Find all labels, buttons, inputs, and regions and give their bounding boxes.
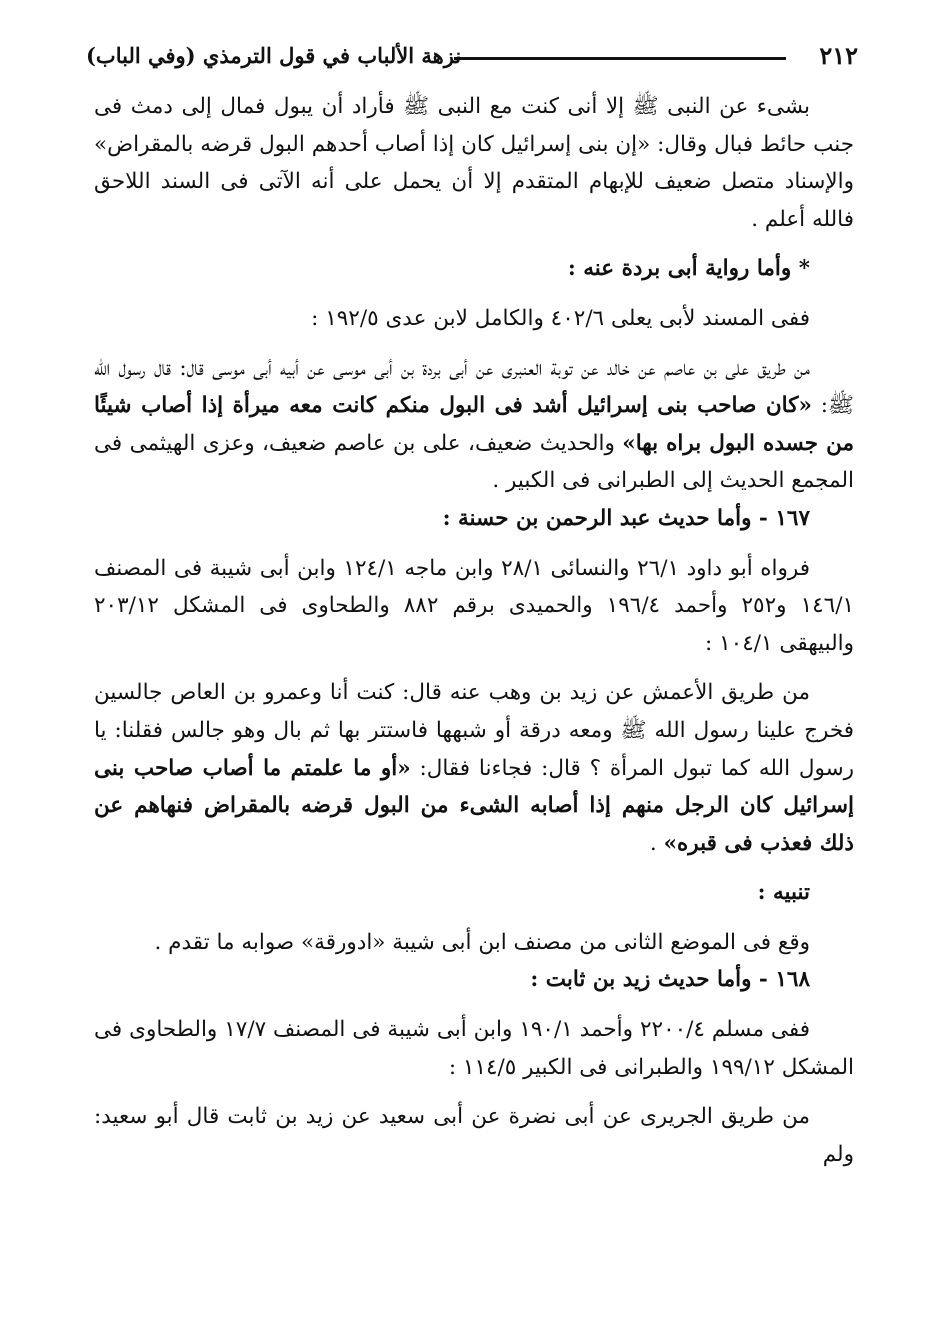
paragraph-text: فرواه أبو داود ٢٦/١ والنسائى ٢٨/١ وابن ماجه ١٢٤/١ وابن أبى شيبة فى المصنف ١٤٦/١ و٢٥٢ وأحمد ١٩٦/٤ والحميدى برقم ٨٨٢ والطحاوى فى المشكل ٢٠٣/١٢ والبيهقى ١٠٤/١ : xyxy=(94,555,854,656)
paragraph-isnad-jurayri xyxy=(94,1098,854,1173)
heading-text: ١٦٧ - وأما حديث عبد الرحمن بن حسنة : xyxy=(442,505,810,531)
paragraph-continuation xyxy=(94,88,854,238)
paragraph-text: وقع فى الموضع الثانى من مصنف ابن أبى شيبة «ادورقة» صوابه ما تقدم . xyxy=(154,929,810,955)
note-heading xyxy=(94,874,854,912)
paragraph-text: والحديث ضعيف، على بن عاصم ضعيف، وعزى الهيثمى فى المجمع الحديث إلى الطبرانى فى الكبير . xyxy=(94,430,854,494)
heading-text: تنبيه : xyxy=(757,880,810,906)
hadith-text: «كان صاحب بنى إسرائيل أشد فى البول منكم كانت معه ميرأة إذا أصاب شيئًا من جسده البول براه بها» xyxy=(94,393,854,456)
header-rule xyxy=(454,57,786,60)
paragraph-note xyxy=(94,924,854,962)
paragraph-sources-167 xyxy=(94,550,854,663)
hadith-text: «أو ما علمتم ما أصاب صاحب بنى إسرائيل كان الرجل منهم إذا أصابه الشىء من البول قرضه بالمقراض فنهاهم عن ذلك فعذب فى قبره» xyxy=(94,755,854,856)
page-header xyxy=(86,38,864,74)
paragraph-text: من طريق على بن عاصم عن خالد عن توبة العنبرى عن أبى بردة بن أبى موسى عن أبيه أبى موسى قال: قال رسول الله ﷺ: xyxy=(94,355,854,419)
paragraph-text: من طريق الجريرى عن أبى نضرة عن أبى سعيد عن زيد بن ثابت قال أبو سعيد: ولم xyxy=(94,1104,854,1167)
paragraph-text: . xyxy=(649,830,664,856)
paragraph-text: بشىء عن النبى ﷺ إلا أنى كنت مع النبى ﷺ فأراد أن يبول فمال إلى دمث فى جنب حائط فبال وقال: «إن بنى إسرائيل كان إذا أصاب أحدهم البول قرضه بالمقراض» والإسناد متصل ضعيف للإبهام المتقدم إلا أن يحمل على أنه الآتى فى السند اللاحق فالله أعلم . xyxy=(94,94,854,232)
running-title: نزهة الألباب في قول الترمذي (وفي الباب) xyxy=(86,43,462,68)
section-heading-abu-burda xyxy=(94,250,854,288)
heading-text: * وأما رواية أبى بردة عنه : xyxy=(567,256,810,282)
paragraph-isnad-amash xyxy=(94,674,854,862)
page-body xyxy=(94,88,854,1173)
paragraph-text: ففى المسند لأبى يعلى ٤٠٢/٦ والكامل لابن عدى ١٩٢/٥ : xyxy=(311,305,810,331)
paragraph-sources-abu-burda xyxy=(94,300,854,338)
paragraph-isnad-abu-musa xyxy=(94,350,854,500)
section-heading-168 xyxy=(94,961,854,999)
page-number: ٢١٢ xyxy=(819,41,858,70)
paragraph-text: من طريق الأعمش عن زيد بن وهب عنه قال: كنت أنا وعمرو بن العاص جالسين فخرج علينا رسول الله ﷺ ومعه درقة أو شبهها فاستتر بها ثم بال وهو جالس فقلنا: يا رسول الله كما تبول المرأة ؟ قال: فجاءنا فقال: xyxy=(94,680,855,781)
paragraph-text: ففى مسلم ٢٢٠٠/٤ وأحمد ١٩٠/١ وابن أبى شيبة فى المصنف ١٧/٧ والطحاوى فى المشكل ١٩٩/١٢ والطبرانى فى الكبير ١١٤/٥ : xyxy=(94,1017,854,1080)
paragraph-sources-168 xyxy=(94,1011,854,1086)
section-heading-167 xyxy=(94,500,854,538)
heading-text: ١٦٨ - وأما حديث زيد بن ثابت : xyxy=(530,967,810,993)
